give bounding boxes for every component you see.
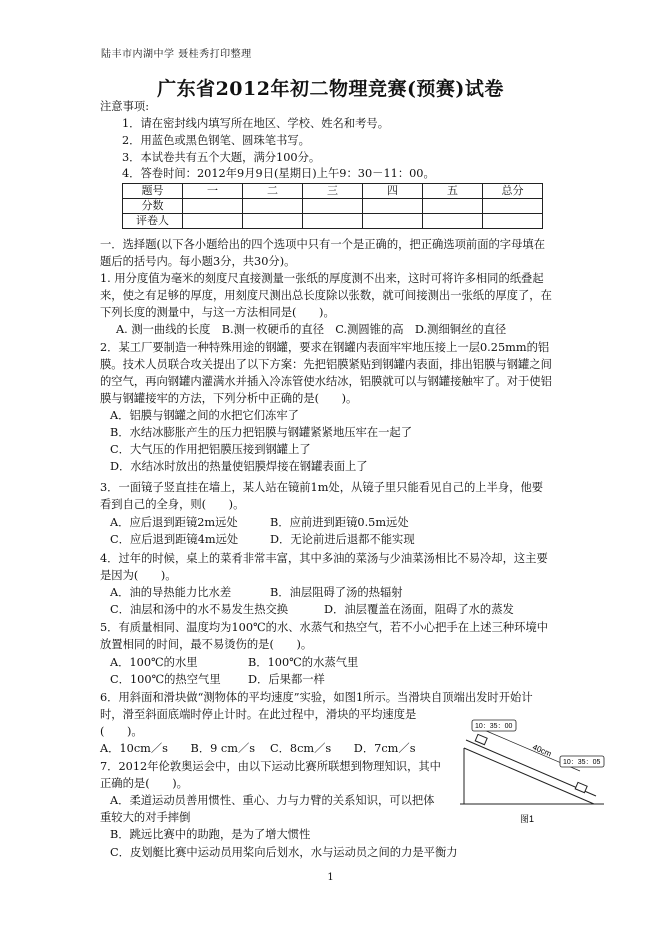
answer-option: C．100℃的热空气里 — [110, 673, 221, 686]
score-table-header-row — [123, 184, 543, 199]
question-text: 是因为( )。 — [100, 569, 177, 582]
question-text: 放置相同的时间，最不易烫伤的是( )。 — [100, 638, 313, 651]
notice-item: 4．答卷时间：2012年9月9日(星期日)上午9：30－11：00。 — [122, 167, 435, 180]
question-text: 正确的是( )。 — [100, 777, 188, 790]
answer-option: A．铝膜与钢罐之间的水把它们冻牢了 — [110, 409, 299, 422]
score-cell[interactable] — [243, 199, 303, 214]
distance-label: 40cm — [531, 742, 553, 759]
answer-option: D．油层覆盖在汤面，阻碍了水的蒸发 — [324, 603, 514, 616]
header-note: 陆丰市内湖中学 聂桂秀打印整理 — [101, 49, 252, 60]
slider-end — [575, 782, 587, 792]
table-header-cell: 四 — [363, 184, 423, 199]
table-header-cell: 题号 — [123, 184, 183, 199]
table-header-cell: 三 — [303, 184, 363, 199]
grader-cell[interactable] — [183, 214, 243, 229]
table-row — [123, 199, 543, 214]
answer-options: A．10cm／s B．9 cm／s C．8cm／s D．7cm／s — [100, 742, 416, 755]
answer-option: B．水结冰膨胀产生的压力把铝膜与钢罐紧紧地压牢在一起了 — [110, 426, 413, 439]
answer-option-continued: 重较大的对手摔倒 — [100, 811, 191, 824]
answer-option: C．皮划艇比赛中运动员用桨向后划水，水与运动员之间的力是平衡力 — [110, 846, 458, 859]
question-text: 7．2012年伦敦奥运会中，由以下运动比赛所联想到物理知识，其中 — [100, 760, 441, 773]
question-text: 的空气，再向钢罐内灌满水并插入冷冻管使水结冰，铝膜就可以与钢罐接触牢了。对于使铝 — [100, 375, 552, 388]
question-text: 6．用斜面和滑块做“测物体的平均速度”实验，如图1所示。当滑块自顶端出发时开始计 — [100, 691, 533, 704]
question-text: 下列长度的测量中，与这一方法相同是( )。 — [100, 306, 335, 319]
score-cell[interactable] — [303, 199, 363, 214]
table-header-cell: 总分 — [483, 184, 543, 199]
score-cell[interactable] — [363, 199, 423, 214]
question-text: 时，滑至斜面底端时停止计时。在此过程中，滑块的平均速度是 — [100, 708, 417, 721]
question-text: 膜与钢罐接牢的方法，下列分析中正确的是( )。 — [100, 392, 358, 405]
grader-cell[interactable] — [303, 214, 363, 229]
question-text: 膜。技术人员联合攻关提出了以下方案：先把铝膜紧贴到钢罐内表面，排出铝膜与钢罐之间 — [100, 358, 552, 371]
grader-cell[interactable] — [363, 214, 423, 229]
score-cell[interactable] — [423, 199, 483, 214]
slider-start — [475, 734, 487, 744]
question-text: 1. 用分度值为毫米的刻度尺直接测量一张纸的厚度测不出来，这时可将许多相同的纸叠起 — [100, 272, 544, 285]
answer-option: D．无论前进后退都不能实现 — [270, 533, 415, 546]
answer-option: D．后果都一样 — [248, 673, 325, 686]
answer-option: A．应后退到距镜2m远处 — [110, 516, 238, 529]
score-cell[interactable] — [483, 199, 543, 214]
grader-cell[interactable] — [423, 214, 483, 229]
answer-option: B．应前进到距镜0.5m远处 — [270, 516, 409, 529]
question-text: 5．有质量相同、温度均为100℃的水、水蒸气和热空气，若不小心把手在上述三种环境中 — [100, 621, 549, 634]
question-text: 看到自己的全身，则( )。 — [100, 498, 245, 511]
answer-option: C．应后退到距镜4m远处 — [110, 533, 239, 546]
answer-option: A．油的导热能力比水差 — [110, 586, 232, 599]
answer-option: B．100℃的水蒸气里 — [248, 656, 359, 669]
answer-option: C．大气压的作用把铝膜压接到钢罐上了 — [110, 443, 311, 456]
score-table — [122, 183, 543, 229]
page-number: 1 — [327, 872, 334, 883]
clock-start-time: 10：35：00 — [475, 723, 513, 730]
answer-option: A．柔道运动员善用惯性、重心、力与力臂的关系知识，可以把体 — [110, 794, 435, 807]
clock-end-time: 10：35：05 — [563, 759, 601, 766]
notice-heading: 注意事项: — [100, 100, 149, 113]
table-header-cell: 一 — [183, 184, 243, 199]
grader-cell[interactable] — [483, 214, 543, 229]
section-intro: 题后的括号内。每小题3分，共30分)。 — [100, 255, 296, 268]
table-header-cell: 二 — [243, 184, 303, 199]
answer-option: B．跳远比赛中的助跑，是为了增大惯性 — [110, 828, 311, 841]
table-row — [123, 214, 543, 229]
notice-item: 2．用蓝色或黑色钢笔、圆珠笔书写。 — [122, 134, 310, 147]
grader-cell[interactable] — [243, 214, 303, 229]
section-intro: 一．选择题(以下各小题给出的四个选项中只有一个是正确的，把正确选项前面的字母填在 — [100, 238, 545, 251]
question-text: ( )。 — [100, 725, 143, 738]
table-header-cell: 五 — [423, 184, 483, 199]
answer-options: A. 测一曲线的长度 B.测一枚硬币的直径 C.测圆锥的高 D.测细铜丝的直径 — [116, 323, 507, 336]
question-text: 来，使之有足够的厚度，用刻度尺测出总长度除以张数，就可间接测出一张纸的厚度了，在 — [100, 289, 552, 302]
notice-item: 1．请在密封线内填写所在地区、学校、姓名和考号。 — [122, 117, 390, 130]
answer-option: D．水结冰时放出的热量使铝膜焊接在钢罐表面上了 — [110, 460, 368, 473]
question-text: 4．过年的时候，桌上的菜肴非常丰富，其中多油的菜汤与少油菜汤相比不易冷却，这主要 — [100, 552, 548, 565]
question-text: 2．某工厂要制造一种特殊用途的钢罐，要求在钢罐内表面牢牢地压接上一层0.25mm的铝 — [100, 341, 550, 354]
notice-item: 3．本试卷共有五个大题，满分100分。 — [122, 151, 321, 164]
answer-option: C．油层和汤中的水不易发生热交换 — [110, 603, 289, 616]
score-cell[interactable] — [183, 199, 243, 214]
page-title: 广东省2012年初二物理竞赛(预赛)试卷 — [157, 78, 504, 100]
question-text: 3．一面镜子竖直挂在墙上，某人站在镜前1m处，从镜子里只能看见自己的上半身，他要 — [100, 481, 544, 494]
answer-option: A．100℃的水里 — [110, 656, 198, 669]
answer-option: B．油层阻碍了汤的热辐射 — [270, 586, 403, 599]
table-row-label: 分数 — [123, 199, 183, 214]
table-row-label: 评卷人 — [123, 214, 183, 229]
figure-caption: 图1 — [520, 814, 535, 824]
figure-incline — [458, 718, 608, 828]
